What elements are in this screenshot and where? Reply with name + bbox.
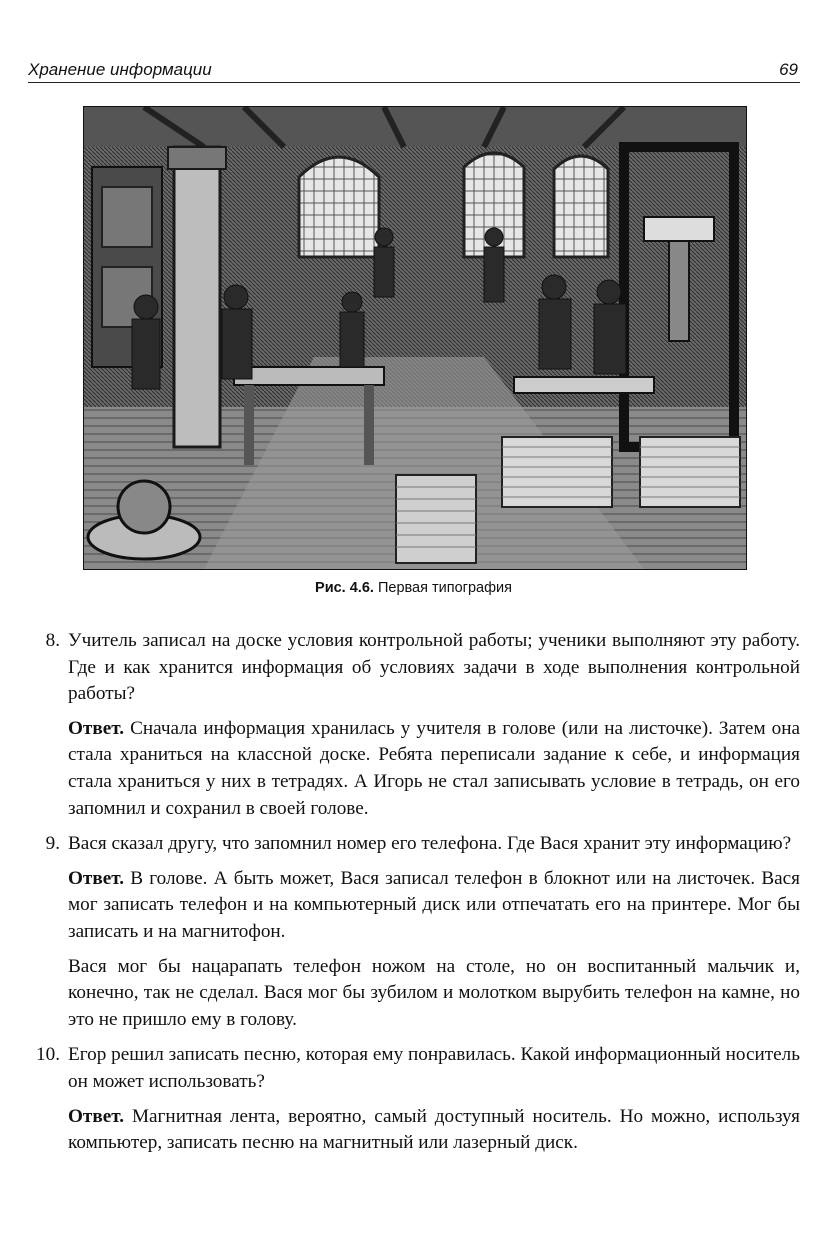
exercise-item <box>30 628 800 708</box>
exercise-answer <box>68 866 800 1034</box>
window-right <box>554 156 608 257</box>
exercise-question: Вася сказал другу, что запомнил номер его телефона. Где Вася хранит эту информацию? <box>68 833 792 855</box>
exercise-answer <box>68 1104 800 1157</box>
exercise-item <box>30 831 800 858</box>
exercise-number: 10. <box>36 1044 60 1066</box>
answer-label: Ответ. <box>68 867 125 889</box>
exercise-number: 8. <box>45 630 60 651</box>
exercise-item <box>30 1042 800 1095</box>
exercise-list <box>30 628 800 1157</box>
exercise-question: Учитель записал на доске условия контрольной работы; ученики выполняют эту работу. Где и как хранится информация об условиях задачи в ходе выполнения контрольной работы? <box>68 630 800 705</box>
answer-text: Сначала информация хранилась у учителя в голове (или на листочке). Затем она стала храниться на классной доске. Ребята переписали задание к себе, и информация стала храниться у них в тетрадях. А Игорь не стал записывать условие в тетрадь, он его запомнил и сохранил в своей голове. <box>68 717 801 819</box>
answer-label: Ответ. <box>68 717 125 739</box>
exercise-question: Егор решил записать песню, которая ему понравилась. Какой информационный носитель он может использовать? <box>68 1044 800 1092</box>
running-head <box>28 58 800 83</box>
window-left <box>299 157 379 257</box>
page-number: 69 <box>779 60 798 79</box>
figure-label: Рис. 4.6. <box>315 580 374 596</box>
answer-text: Магнитная лента, вероятно, самый доступный носитель. Но можно, используя компьютер, записать песню на магнитный или лазерный диск. <box>68 1105 801 1154</box>
answer-extra-paragraph: Вася мог бы нацарапать телефон ножом на столе, но он воспитанный мальчик и, конечно, так не сделал. Вася мог бы зубилом и молотком вырубить телефон на камне, но это не пришло ему в голову. <box>68 955 800 1030</box>
printing-house-engraving <box>83 106 747 570</box>
answer-text: В голове. А быть может, Вася записал телефон в блокнот или на листочек. Вася мог записать телефон и на компьютерный диск или отпечатать его на принтере. Мог бы записать и на магнитофон. <box>68 867 800 942</box>
figure-caption <box>0 580 827 596</box>
section-title: Хранение информации <box>28 60 212 79</box>
figure-caption-text: Первая типография <box>377 580 512 596</box>
answer-label: Ответ. <box>68 1105 125 1127</box>
exercise-answer <box>68 716 800 822</box>
exercise-number: 9. <box>45 833 60 855</box>
